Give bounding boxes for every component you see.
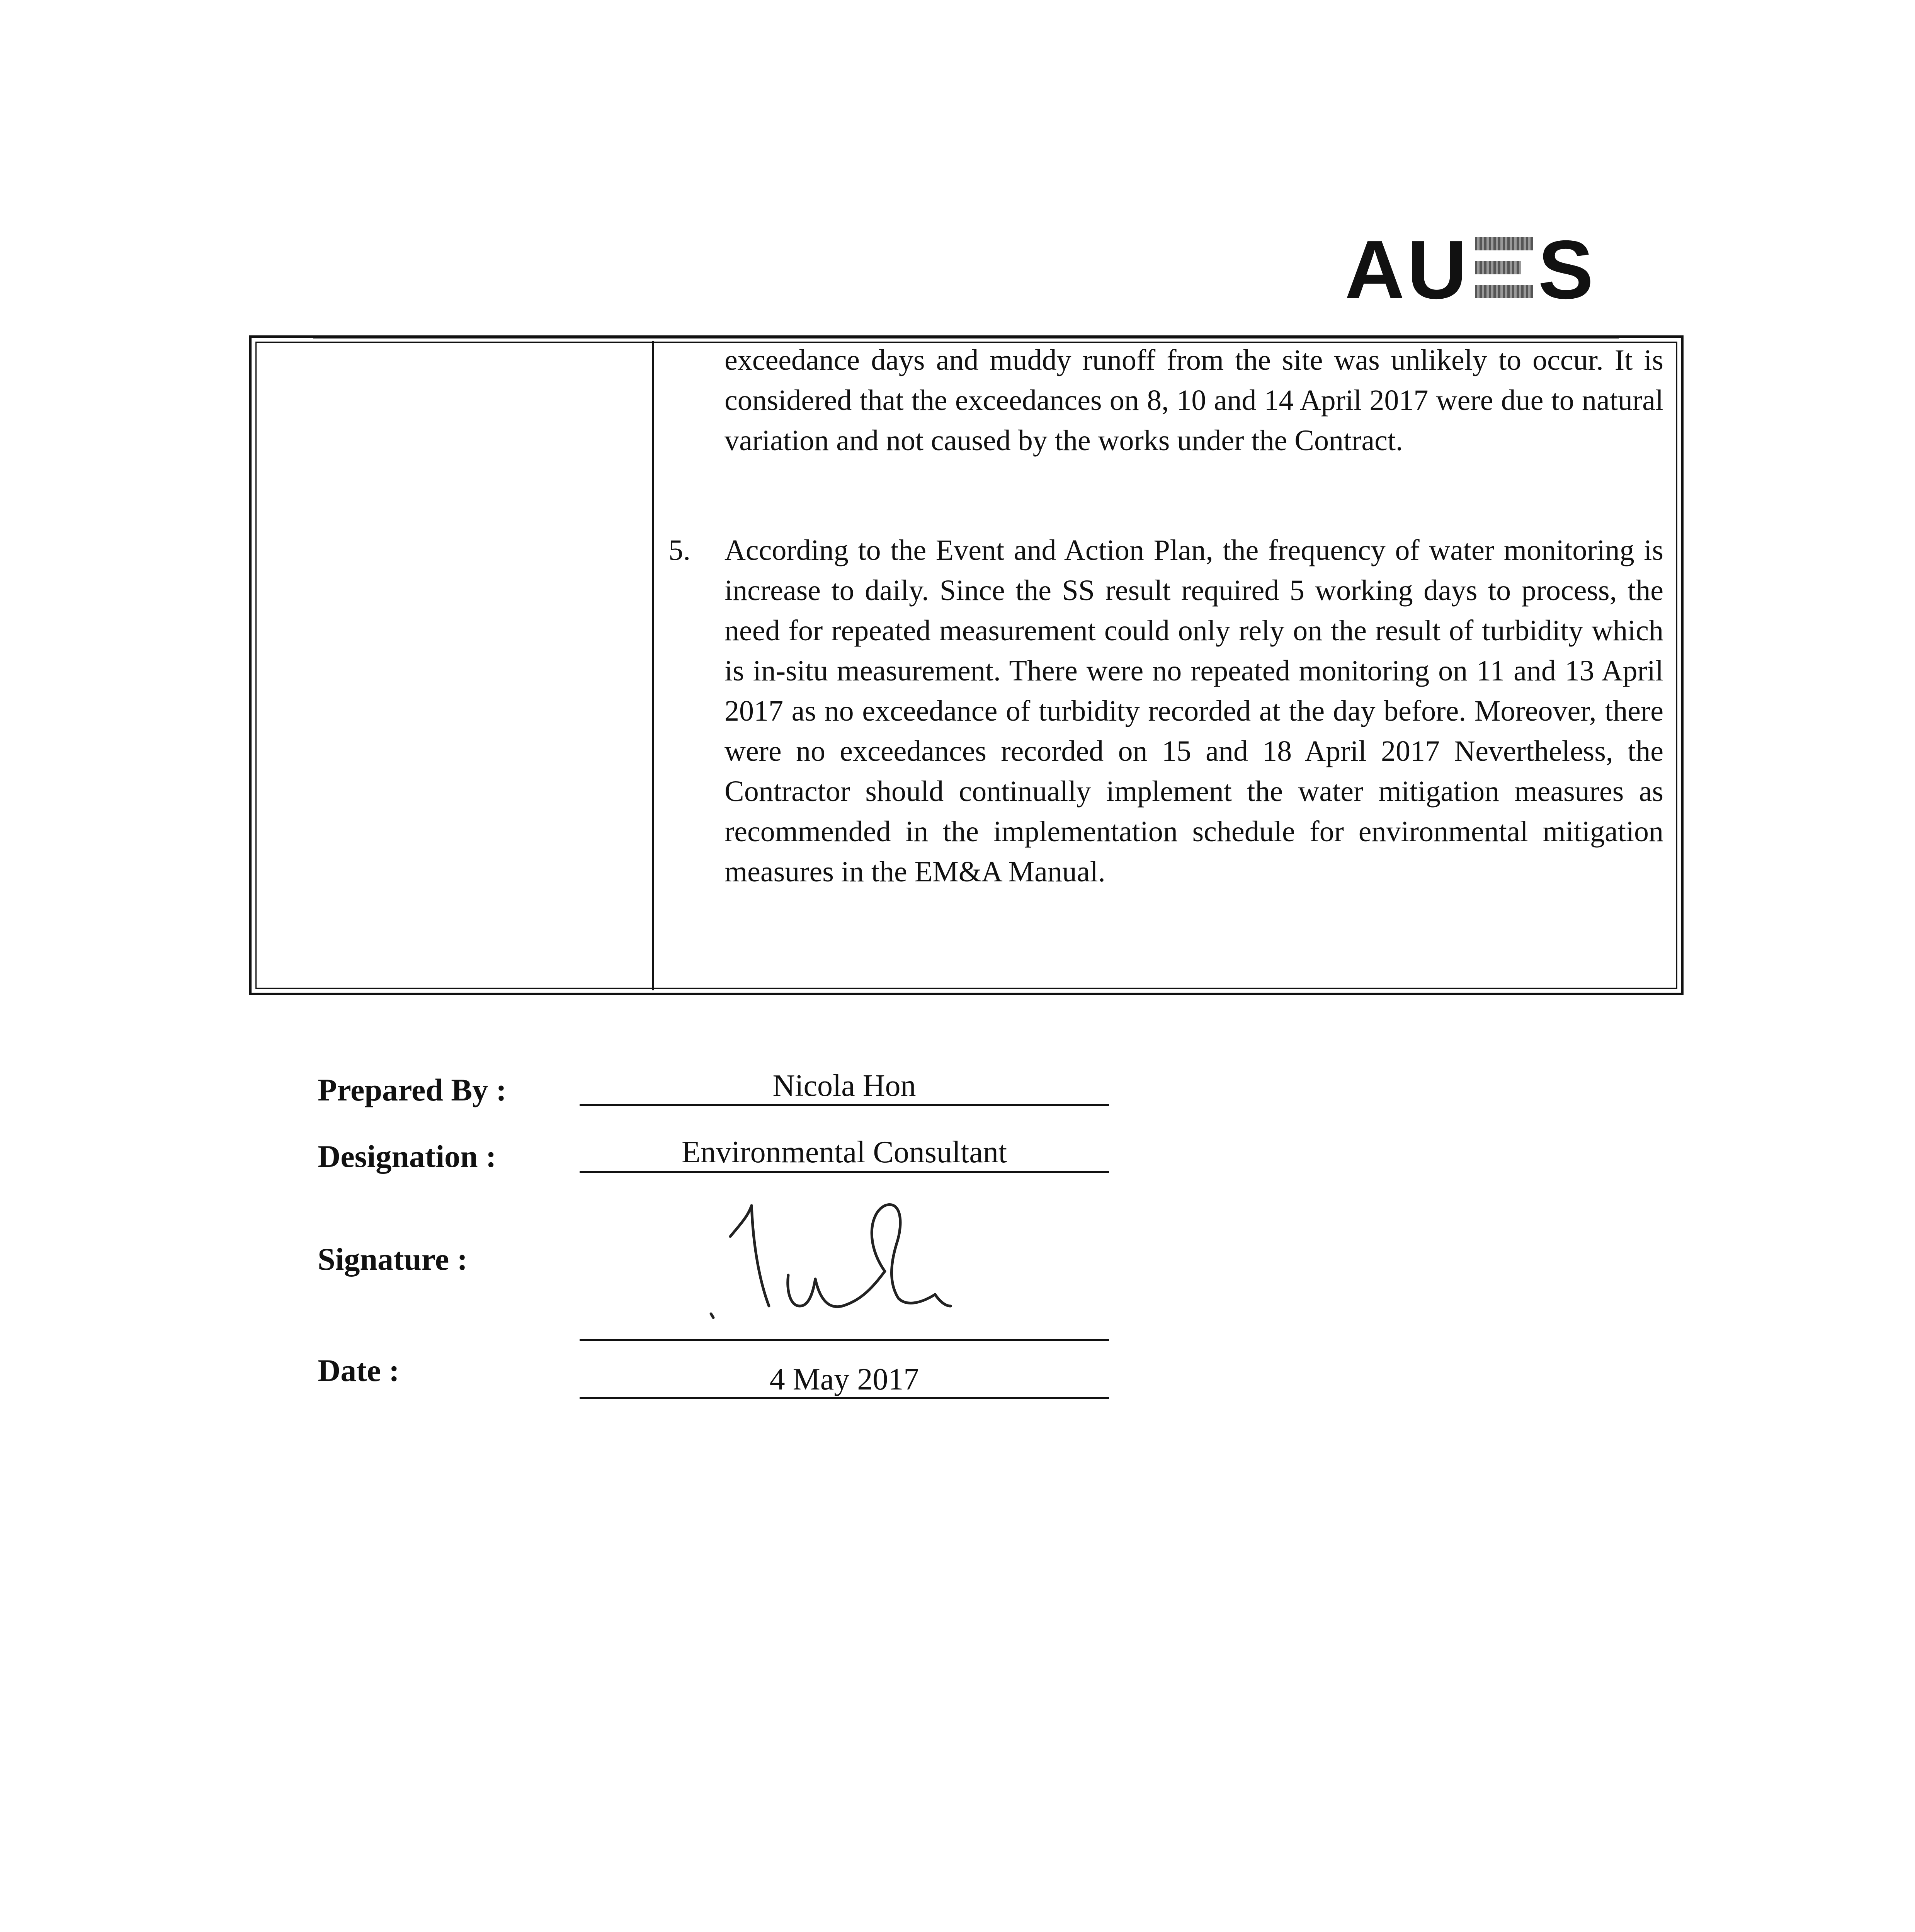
logo-text-right: S	[1538, 223, 1596, 316]
prepared-by-value: Nicola Hon	[772, 1069, 916, 1103]
list-item-text: According to the Event and Action Plan, the frequency of water monitoring is increase to daily. Since the SS result required 5 working days to process, the need for repeated measurement could only rely on the result of turbidity which is in-situ measurement. There were no repeated monitoring on 11 and 13 April 2017 as no exceedance of turbidity recorded at the day before. Moreover, there were no exceedances recorded on 15 and 18 April 2017 Nevertheless, the Contractor should continually implement the water mitigation measures as recommended in the implementation schedule for environmental mitigation measures in the EM&A Manual.	[725, 534, 1663, 888]
table-column-divider	[652, 341, 654, 990]
date-value: 4 May 2017	[769, 1362, 919, 1396]
continued-paragraph: exceedance days and muddy runoff from the site was unlikely to occur. It is considered that the exceedances on 8, 10 and 14 April 2017 were due to natural variation and not caused by the works under the Contract.	[725, 344, 1663, 457]
date-underline	[580, 1397, 1109, 1399]
prepared-by-label: Prepared By :	[318, 1072, 507, 1107]
signature-label: Signature :	[318, 1242, 468, 1277]
signature-underline	[580, 1339, 1109, 1341]
designation-label: Designation :	[318, 1139, 497, 1174]
designation-value: Environmental Consultant	[681, 1135, 1007, 1169]
list-item-number: 5.	[668, 534, 690, 566]
aues-logo	[1345, 223, 1596, 316]
designation-underline	[580, 1171, 1109, 1173]
prepared-by-underline	[580, 1104, 1109, 1106]
date-label: Date :	[318, 1353, 400, 1388]
logo-e-mark-icon	[1475, 237, 1533, 299]
handwritten-signature	[703, 1190, 997, 1337]
logo-text-left: AU	[1345, 223, 1469, 316]
